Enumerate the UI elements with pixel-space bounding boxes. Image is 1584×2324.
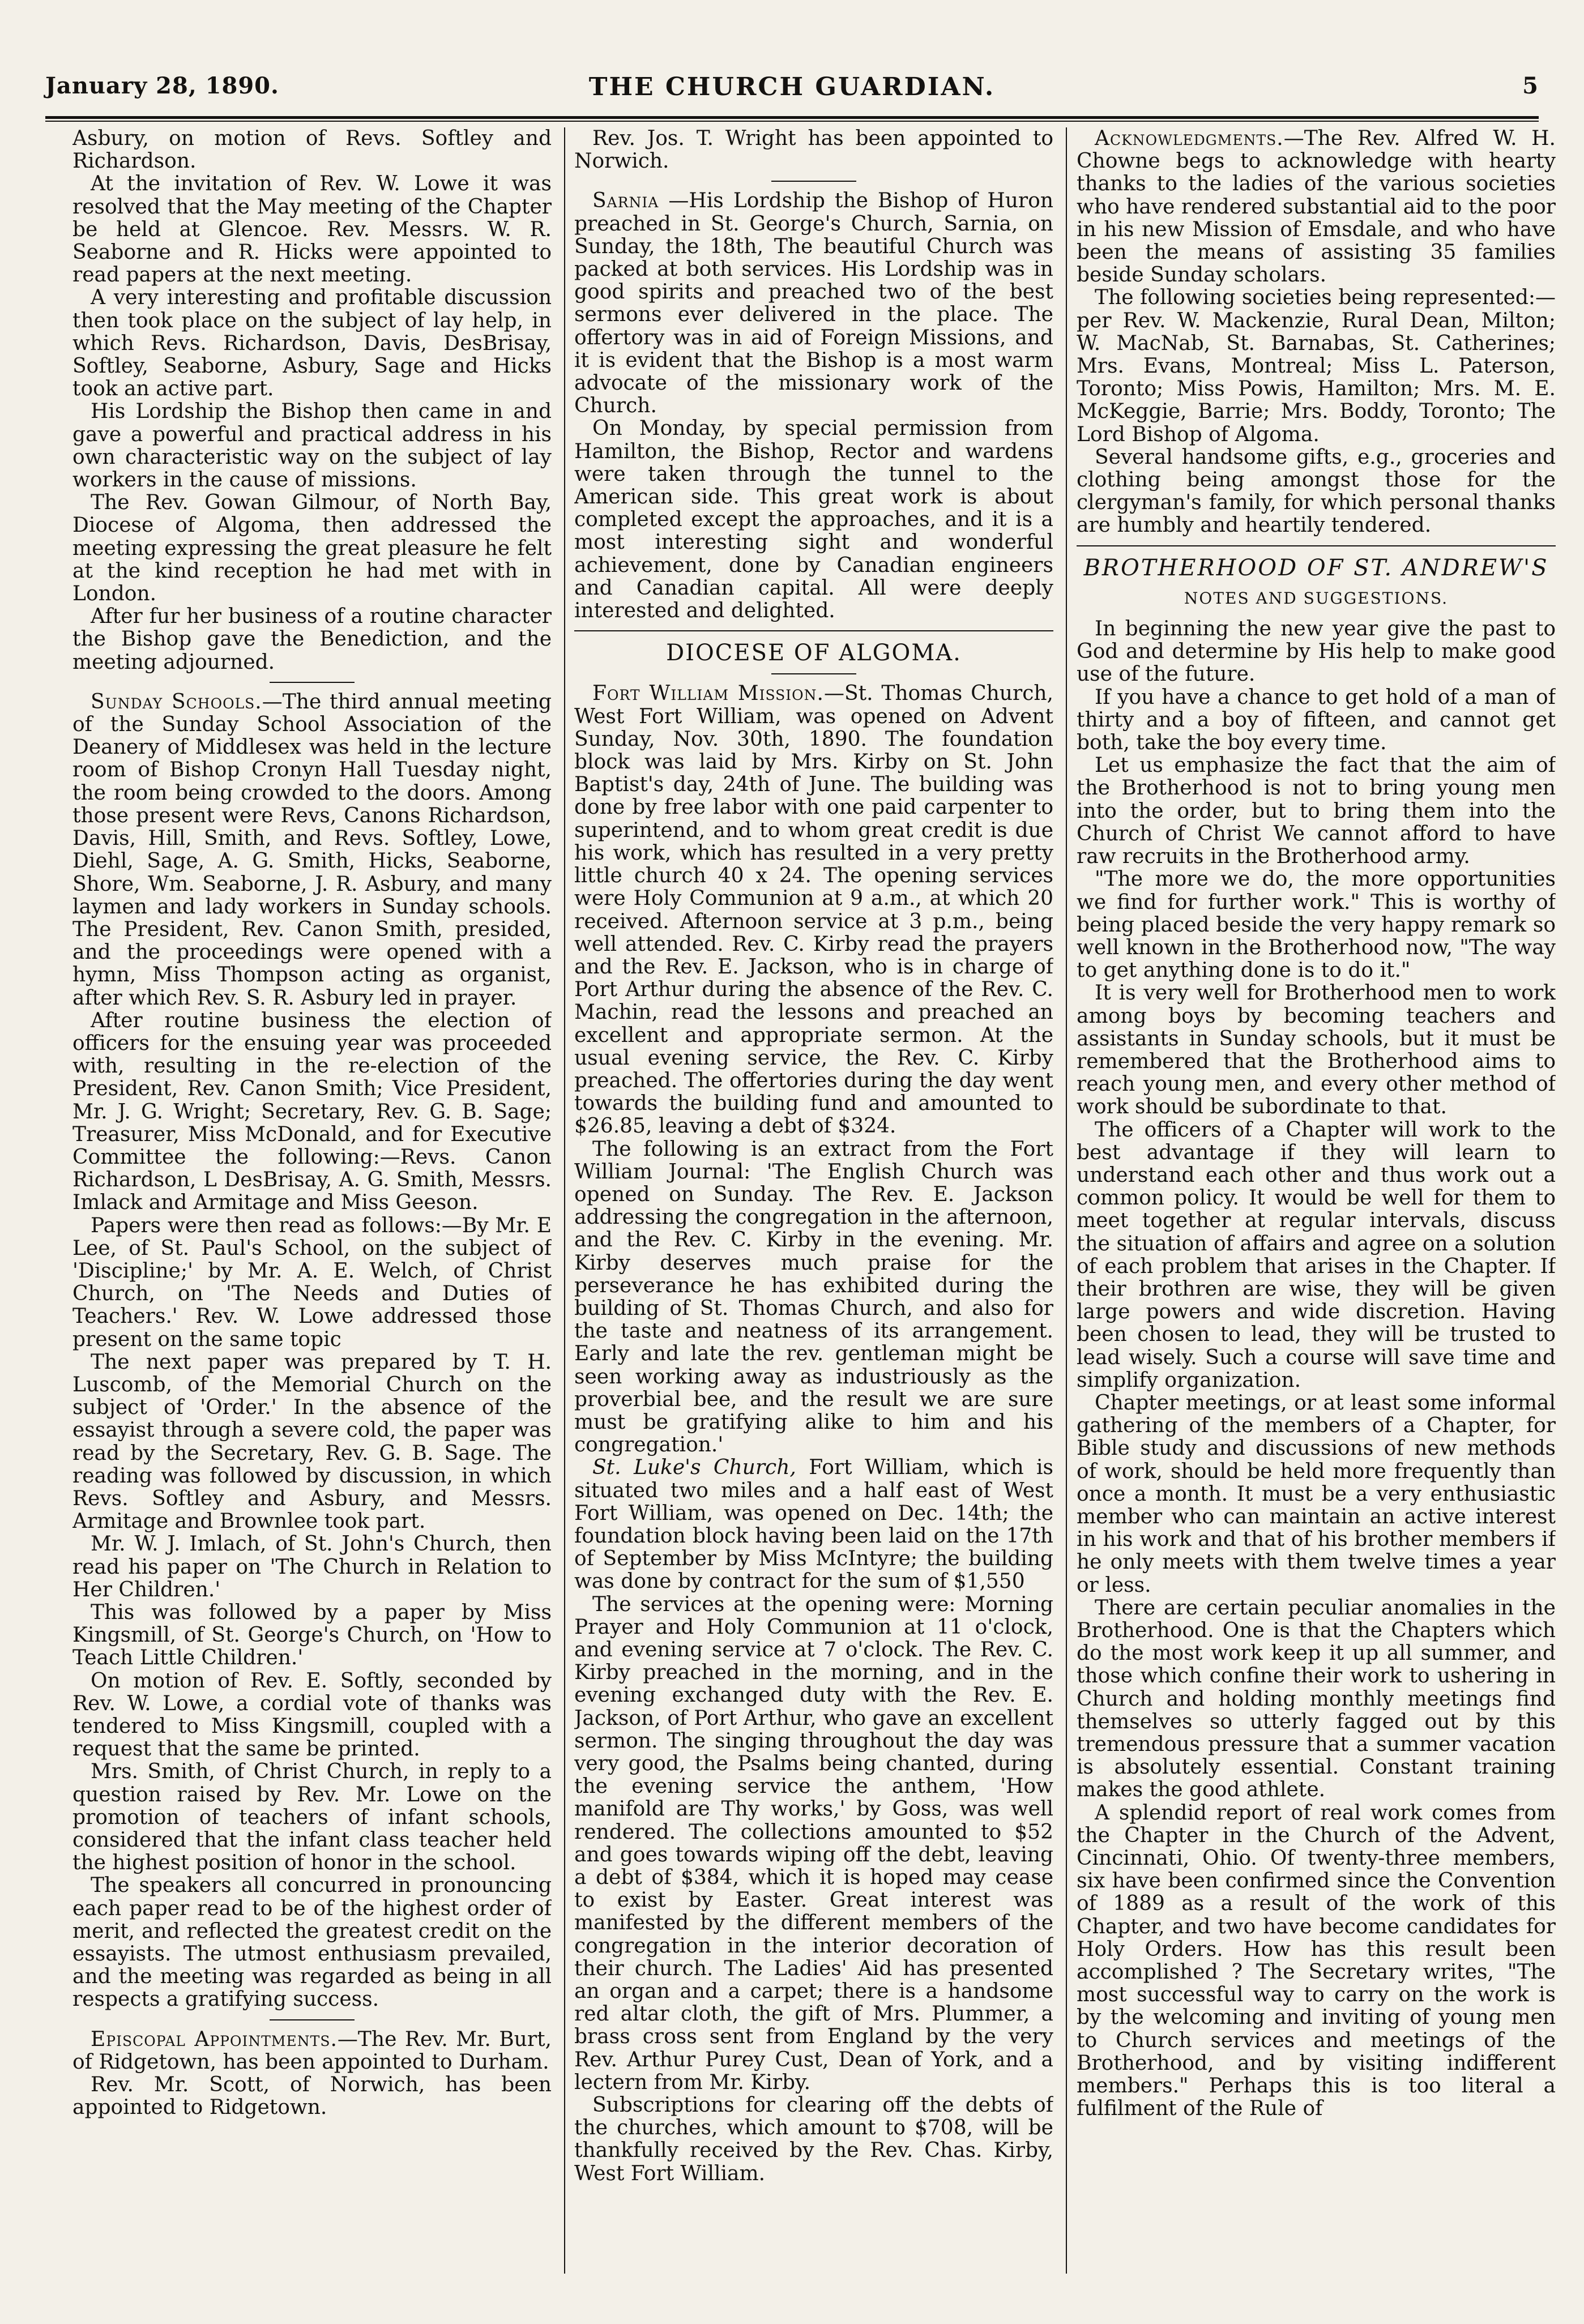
paragraph-text: Fort William, which is situated two miles and a half east of West Fort William, was opened on Dec. 14th; the foundation block having been laid on the 17th of September by Miss McIntyre; the building was done by contract for the sum of $1,550 <box>574 1456 1053 1594</box>
column-1 <box>72 127 552 2279</box>
paragraph: On motion of Rev. E. Softly, seconded by Rev. W. Lowe, a cordial vote of thanks was tendered to Miss Kingsmill, coupled with a request that the same be printed. <box>72 1669 552 1761</box>
section-rule <box>574 630 1053 631</box>
section-rule <box>270 682 355 683</box>
paragraph-acknowledgments <box>1077 127 1556 287</box>
paragraph: The speakers all concurred in pronouncing each paper read to be of the highest order of merit, and reflected the greatest credit on the essayists. The utmost enthusiasm prevailed, and the meeting was regarded as being in all respects a gratifying success. <box>72 1874 552 2011</box>
column-3 <box>1077 127 1556 2279</box>
section-lead: Sunday Schools. <box>91 690 262 714</box>
section-heading: DIOCESE OF ALGOMA. <box>666 640 962 667</box>
paragraph: After fur her business of a routine character the Bishop gave the Benediction, and the meeting adjourned. <box>72 605 552 674</box>
paragraph: A splendid report of real work comes from the Chapter in the Church of the Advent, Cincinnati, Ohio. Of twenty-three members, six have been confirmed since the Convention of 1889 as a result of the work of this Chapter, and two have become candidates for Holy Orders. How has this result been accomplished ? The Secretary writes, "The most successful way to carry on the work is by the welcoming and inviting of young men to Church services and meetings of the Brotherhood, and by visiting indifferent members." Perhaps this is too literal a fulfilment of the Rule of <box>1077 1801 1556 2121</box>
section-lead: Acknowledgments. <box>1095 127 1284 150</box>
paragraph-text: —His Lordship the Bishop of Huron preached in St. George's Church, Sarnia, on Sunday, the 18th, The beautiful Church was packed at both services. His Lordship was in good spirits and preached two of the best sermons ever delivered in the place. The offertory was in aid of Foreign Missions, and it is evident that the Bishop is a most warm advocate of the missionary work of the Church. <box>574 189 1053 418</box>
paragraph-text: —St. Thomas Church, West Fort William, was opened on Advent Sunday, Nov. 30th, 1890. The foundation block was laid by Mrs. Kirby on St. John Baptist's day, 24th of June. The building was done by free labor with one paid carpenter to superintend, and to whom great credit is due his work, which has resulted in a very pretty little church 40 x 24. The opening services were Holy Communion at 9 a.m., at which 20 received. Afternoon service at 3 p.m., being well attended. Rev. C. Kirby read the prayers and the Rev. E. Jackson, who is in charge of Port Arthur during the absence of the Rev. C. Machin, read the lessons and preached an excellent and appropriate sermon. At the usual evening service, the Rev. C. Kirby preached. The offertories during the day went towards the building fund and amounted to $26.85, leaving a debt of $324. <box>574 682 1053 1138</box>
paragraph: Let us emphasize the fact that the aim of the Brotherhood is not to bring young men into the order, but to bring them into the Church of Christ We cannot afford to have raw recruits in the Brotherhood army. <box>1077 754 1556 869</box>
paragraph: There are certain peculiar anomalies in the Brotherhood. One is that the Chapters which do the most work keep it up all summer, and those which confine their work to ushering in Church and holding monthly meetings find themselves so utterly fagged out by this tremendous pressure that a summer vacation is absolutely essential. Constant training makes the good athlete. <box>1077 1596 1556 1802</box>
paragraph: Papers were then read as follows:—By Mr. E Lee, of St. Paul's School, on the subject of 'Discipline;' by Mr. A. E. Welch, of Christ Church, on 'The Needs and Duties of Teachers.' Rev. W. Lowe addressed those present on the same topic <box>72 1214 552 1351</box>
paragraph-sarnia <box>574 190 1053 417</box>
newspaper-title: THE CHURCH GUARDIAN. <box>588 72 996 101</box>
masthead-rule <box>45 116 1539 119</box>
paragraph: Subscriptions for clearing off the debts of the churches, which amount to $708, will be thankfully received by the Rev. Chas. Kirby, West Fort William. <box>574 2094 1053 2185</box>
paragraph: The officers of a Chapter will work to the best advantage if they will learn to understand each other and thus work out a common policy. It would be well for them to meet together at regular intervals, discuss the situation of affairs and agree on a solution of each problem that arises in the Chapter. If their brothren are wise, they will be given large powers and wide discretion. Having been chosen to lead, they will be trusted to lead wisely. Such a course will save time and simplify organization. <box>1077 1118 1556 1392</box>
paragraph-text: —The third annual meeting of the Sunday School Association of the Deanery of Middlesex was held in the lecture room of Bishop Cronyn Hall Tuesday night, the room being crowded to the doors. Among those present were Revs, Canons Richardson, Davis, Hill, Smith, and Revs. Softley, Lowe, Diehl, Sage, A. G. Smith, Hicks, Seaborne, Shore, Wm. Seaborne, J. R. Asbury, and many laymen and lady workers in Sunday schools. The President, Rev. Canon Smith, presided, and the proceedings were opened with a hymn, Miss Thompson acting as organist, after which Rev. S. R. Asbury led in prayer. <box>72 690 552 1010</box>
section-subheading: NOTES AND SUGGESTIONS. <box>1184 588 1449 608</box>
paragraph: The next paper was prepared by T. H. Luscomb, of the Memorial Church on the subject of 'Order.' In the absence of the essayist through a severe cold, the paper was read by the Secretary, Rev. G. B. Sage. The reading was followed by discussion, in which Revs. Softley and Asbury, and Messrs. Armitage and Brownlee took part. <box>72 1350 552 1533</box>
section-rule <box>270 2019 355 2020</box>
paragraph-st-lukes <box>574 1456 1053 1593</box>
paragraph: "The more we do, the more opportunities we find for further work." This is worthy of being placed beside the very happy remark so well known in the Brotherhood now, "The way to get anything done is to do it." <box>1077 868 1556 982</box>
paragraph: Asbury, on motion of Revs. Softley and Richardson. <box>72 127 552 173</box>
section-lead: Fort William Mission. <box>592 682 824 706</box>
paragraph-text: —The Rev. Mr. Burt, of Ridgetown, has been appointed to Durham. <box>72 2027 552 2074</box>
paragraph: It is very well for Brotherhood men to work among boys by becoming teachers and assistants in Sunday schools, but it must be remembered that the Brotherhood aims to reach young men, and every other method of work should be subordinate to that. <box>1077 981 1556 1119</box>
paragraph: This was followed by a paper by Miss Kingsmill, of St. George's Church, on 'How to Teach Little Children.' <box>72 1601 552 1670</box>
section-heading: BROTHERHOOD OF ST. ANDREW'S <box>1083 554 1549 581</box>
paragraph-fort-william <box>574 682 1053 1138</box>
column-divider <box>564 127 565 2274</box>
paragraph: The services at the opening were: Morning Prayer and Holy Communion at 11 o'clock, and evening service at 7 o'clock. The Rev. C. Kirby preached in the morning, and in the evening exchanged duty with the Rev. E. Jackson, of Port Arthur, who gave an excellent sermon. The singing throughout the day was very good, the Psalms being chanted, during the evening service the anthem, 'How manifold are Thy works,' by Goss, was well rendered. The collections amounted to $52 and goes towards wiping off the debt, leaving a debt of $384, which it is hoped may cease to exist by Easter. Great interest was manifested by the different members of the congregation in the interior decoration of their church. The Ladies' Aid has presented an organ and a carpet; there is a handsome red altar cloth, the gift of Mrs. Plummer, a brass cross sent from England by the very Rev. Arthur Purey Cust, Dean of York, and a lectern from Mr. Kirby. <box>574 1592 1053 2094</box>
paragraph-text: —The Rev. Alfred W. H. Chowne begs to acknowledge with hearty thanks to the ladies of the various societies who have rendered substantial aid to the poor in his new Mission of Emsdale, and who have been the means of assisting 35 families beside Sunday scholars. <box>1077 127 1556 287</box>
section-rule <box>771 673 856 674</box>
paragraph: Mrs. Smith, of Christ Church, in reply to a question raised by Rev. Mr. Lowe on the promotion of teachers of infant schools, considered that the infant class teacher held the highest position of honor in the school. <box>72 1760 552 1875</box>
section-rule <box>771 181 856 182</box>
paragraph: Rev. Mr. Scott, of Norwich, has been appointed to Ridgetown. <box>72 2073 552 2120</box>
issue-date: January 28, 1890. <box>45 72 279 99</box>
paragraph: Mr. W. J. Imlach, of St. John's Church, then read his paper on 'The Church in Relation to Her Children.' <box>72 1532 552 1601</box>
paragraph-episcopal-appointments <box>72 2028 552 2074</box>
paragraph: In beginning the new year give the past to God and determine by His help to make good use of the future. <box>1077 617 1556 686</box>
section-lead: Sarnia <box>592 189 659 213</box>
section-lead: Episcopal Appointments. <box>91 2027 338 2051</box>
section-rule <box>1077 545 1556 546</box>
paragraph: Rev. Jos. T. Wright has been appointed to Norwich. <box>574 127 1053 173</box>
paragraph: Chapter meetings, or at least some informal gathering of the members of a Chapter, for Bible study and discussions of new methods of work, should be held more frequently than once a month. It must be a very enthusiastic member who can maintain an active interest in his work and that of his brother members if he only meets with them twelve times a year or less. <box>1077 1391 1556 1597</box>
column-2 <box>574 127 1053 2279</box>
paragraph: The Rev. Gowan Gilmour, of North Bay, Diocese of Algoma, then addressed the meeting expressing the great pleasure he felt at the kind reception he had met with in London. <box>72 491 552 606</box>
paragraph: On Monday, by special permission from Hamilton, the Bishop, Rector and wardens were taken through the tunnel to the American side. This great work is about completed except the approaches, and it is a most interesting sight and wonderful achievement, done by Canadian engineers and Canadian capital. All were deeply interested and delighted. <box>574 417 1053 623</box>
paragraph: The following is an extract from the Fort William Journal: 'The English Church was opened on Sunday. The Rev. E. Jackson addressing the congregation in the afternoon, and the Rev. C. Kirby in the evening. Mr. Kirby deserves much praise for the perseverance he has exhibited during the building of St. Thomas Church, and also for the taste and neatness of its arrangement. Early and late the rev. gentleman might be seen working away as industriously as the proverbial bee, and the result we are sure must be gratifying alike to him and his congregation.' <box>574 1137 1053 1457</box>
paragraph: The following societies being represented:—per Rev. W. Mackenzie, Rural Dean, Milton; W. MacNab, St. Barnabas, St. Catherines; Mrs. Evans, Montreal; Miss L. Paterson, Toronto; Miss Powis, Hamilton; Mrs. M. E. McKeggie, Barrie; Mrs. Boddy, Toronto; The Lord Bishop of Algoma. <box>1077 286 1556 446</box>
page-number: 5 <box>1522 72 1539 99</box>
paragraph: A very interesting and profitable discussion then took place on the subject of lay help, in which Revs. Richardson, Davis, DesBrisay, Softley, Seaborne, Asbury, Sage and Hicks took an active part. <box>72 286 552 401</box>
paragraph-sunday-schools <box>72 691 552 1010</box>
paragraph: Several handsome gifts, e.g., groceries and clothing being amongst those for the clergyman's family, for which personal thanks are humbly and heartily tendered. <box>1077 445 1556 537</box>
masthead <box>45 67 1539 123</box>
masthead-rule-thin <box>45 121 1539 122</box>
paragraph: After routine business the election of officers for the ensuing year was proceeded with, resulting in the re-election of the President, Rev. Canon Smith; Vice President, Mr. J. G. Wright; Secretary, Rev. G. B. Sage; Treasurer, Miss McDonald, and for Executive Committee the following:—Revs. Canon Richardson, L DesBrisay, A. G. Smith, Messrs. Imlack and Armitage and Miss Geeson. <box>72 1009 552 1215</box>
paragraph: At the invitation of Rev. W. Lowe it was resolved that the May meeting of the Chapter be held at Glencoe. Rev. Messrs. W. R. Seaborne and R. Hicks were appointed to read papers at the next meeting. <box>72 172 552 287</box>
paragraph: If you have a chance to get hold of a man of thirty and a boy of fifteen, and cannot get both, take the boy every time. <box>1077 685 1556 755</box>
column-divider <box>1066 127 1067 2274</box>
section-lead: St. Luke's Church, <box>592 1456 796 1480</box>
paragraph: His Lordship the Bishop then came in and gave a powerful and practical address in his own characteristic way on the subject of lay workers in the cause of missions. <box>72 400 552 492</box>
